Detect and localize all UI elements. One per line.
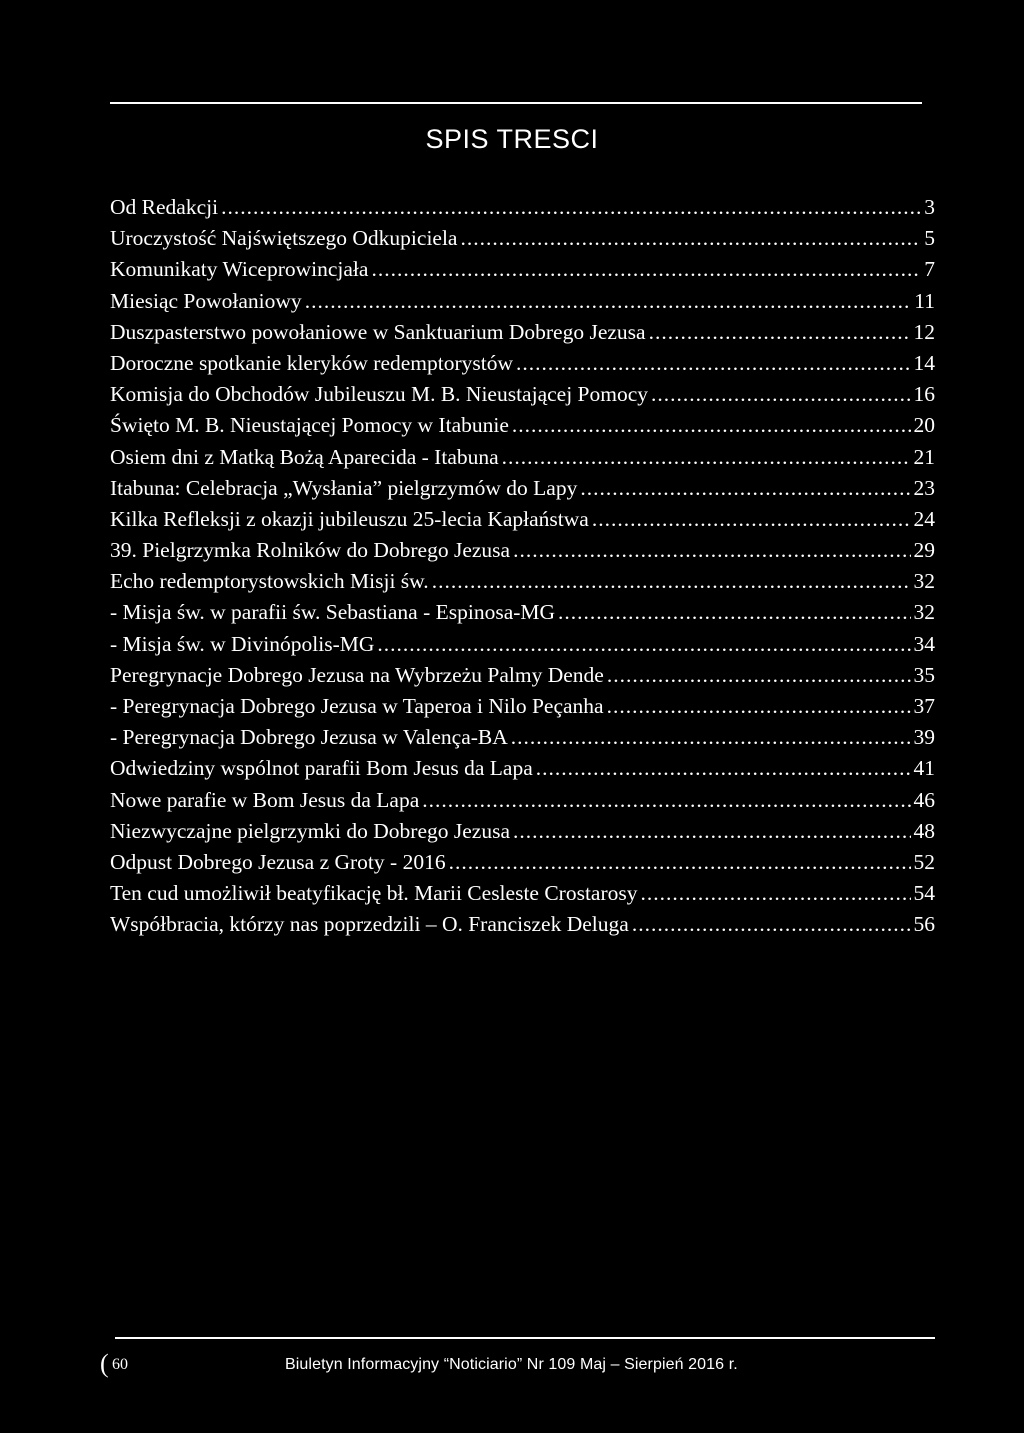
toc-entry-title: - Peregrynacja Dobrego Jezusa w Valença-BA [110, 725, 508, 750]
dot-leader [305, 286, 912, 317]
dot-leader [371, 254, 921, 285]
dot-leader [592, 504, 911, 535]
toc-entry-page: 35 [913, 662, 935, 687]
toc-entry-title: - Misja św. w parafii św. Sebastiana - Espinosa-MG [110, 600, 556, 625]
toc-entry-title: Itabuna: Celebracja „Wysłania” pielgrzymów do Lapy [110, 475, 578, 500]
toc-entry-page: 20 [913, 413, 935, 438]
dot-leader [432, 566, 911, 597]
toc-entry-page: 5 [924, 226, 935, 251]
dot-leader [513, 535, 910, 566]
toc-entry [110, 660, 935, 691]
dot-leader [649, 317, 911, 348]
dot-leader [651, 379, 910, 410]
dot-leader [513, 816, 911, 847]
toc-entry-page: 3 [924, 195, 935, 219]
toc-entry-title: Doroczne spotkanie kleryków redemptorystów [110, 350, 514, 375]
toc-entry-title: - Peregrynacja Dobrego Jezusa w Taperoa i Nilo Peçanha [110, 694, 604, 718]
table-of-contents [110, 192, 935, 941]
toc-entry [110, 286, 935, 317]
toc-entry-page: 29 [913, 538, 935, 563]
toc-entry-title: Nowe parafie w Bom Jesus da Lapa [110, 787, 420, 812]
toc-entry-page: 32 [913, 569, 935, 594]
toc-entry [110, 535, 935, 566]
toc-entry-page: 32 [913, 600, 935, 625]
toc-entry-title: Miesiąc Powołaniowy [110, 288, 302, 313]
toc-entry [110, 223, 935, 254]
toc-entry [110, 878, 935, 909]
toc-entry-page: 7 [924, 257, 935, 282]
toc-entry-page: 46 [913, 787, 935, 812]
toc-entry-page: 11 [914, 288, 935, 313]
toc-entry-page: 56 [913, 912, 935, 937]
toc-entry [110, 504, 935, 535]
publication-title: Biuletyn Informacyjny “Noticiario” Nr 109 Maj – Sierpień 2016 r. [285, 1356, 738, 1373]
dot-leader [516, 348, 910, 379]
toc-entry-title: Kilka Refleksji z okazji jubileuszu 25-lecia Kapłaństwa [110, 506, 589, 531]
toc-entry [110, 254, 935, 285]
toc-entry [110, 847, 935, 878]
toc-entry-title: 39. Pielgrzymka Rolników do Dobrego Jezusa [110, 538, 511, 563]
footer-rule [115, 1337, 935, 1339]
page-title: SPIS TRESCI [425, 124, 599, 154]
toc-entry-title: Ten cud umożliwił beatyfikację bł. Marii Cesleste Crostarosy [110, 881, 638, 906]
toc-entry-page: 24 [913, 506, 935, 531]
toc-entry-page: 54 [913, 881, 935, 906]
toc-entry [110, 348, 935, 379]
toc-entry-title: Uroczystość Najświętszego Odkupiciela [110, 226, 458, 251]
dot-leader [502, 442, 911, 473]
toc-entry-title: Święto M. B. Nieustającej Pomocy w Itabunie [110, 413, 509, 438]
toc-entry-title: Echo redemptorystowskich Misji św. [110, 569, 429, 594]
dot-leader [460, 223, 921, 254]
toc-entry-page: 14 [913, 350, 935, 375]
dot-leader [558, 597, 910, 628]
toc-entry-page: 52 [913, 849, 935, 874]
toc-entry-page: 16 [913, 382, 935, 407]
toc-entry [110, 442, 935, 473]
toc-entry-page: 39 [913, 725, 935, 750]
toc-entry-page: 37 [913, 694, 935, 718]
toc-entry [110, 192, 935, 223]
toc-entry [110, 691, 935, 722]
dot-leader [449, 847, 911, 878]
dot-leader [422, 785, 910, 816]
toc-entry-title: Komisja do Obchodów Jubileuszu M. B. Nieustającej Pomocy [110, 382, 649, 407]
toc-entry-title: Współbracia, którzy nas poprzedzili – O. Franciszek Deluga [110, 912, 629, 937]
dot-leader [221, 192, 921, 223]
toc-entry-title: Osiem dni z Matką Bożą Aparecida - Itabuna [110, 444, 499, 469]
toc-entry-page: 23 [913, 475, 935, 500]
toc-entry [110, 785, 935, 816]
dot-leader [377, 629, 910, 660]
dot-leader [511, 722, 911, 753]
toc-entry [110, 379, 935, 410]
toc-entry [110, 816, 935, 847]
toc-entry [110, 317, 935, 348]
page-footer [100, 1350, 935, 1380]
toc-entry [110, 629, 935, 660]
toc-entry [110, 909, 935, 940]
toc-entry [110, 597, 935, 628]
toc-entry-title: Peregrynacje Dobrego Jezusa na Wybrzeżu Palmy Dende [110, 662, 604, 687]
toc-entry [110, 722, 935, 753]
dot-leader [536, 753, 911, 784]
toc-entry-title: Duszpasterstwo powołaniowe w Sanktuarium Dobrego Jezusa [110, 319, 646, 344]
toc-entry-title: Niezwyczajne pielgrzymki do Dobrego Jezusa [110, 818, 510, 843]
toc-entry-page: 48 [913, 818, 935, 843]
toc-entry-page: 41 [913, 756, 935, 781]
toc-entry-title: Od Redakcji [110, 195, 219, 219]
toc-entry [110, 410, 935, 441]
footer-bracket-icon: ( [100, 1349, 109, 1378]
toc-entry-page: 21 [913, 444, 935, 469]
toc-entry [110, 566, 935, 597]
dot-leader [580, 473, 910, 504]
toc-entry-title: Odpust Dobrego Jezusa z Groty - 2016 [110, 849, 446, 874]
top-rule [110, 102, 922, 104]
toc-entry [110, 473, 935, 504]
dot-leader [512, 410, 911, 441]
toc-entry-page: 34 [913, 631, 935, 656]
toc-entry-title: - Misja św. w Divinópolis-MG [110, 631, 375, 656]
page-number: 60 [112, 1356, 128, 1373]
toc-entry-title: Odwiedziny wspólnot parafii Bom Jesus da Lapa [110, 756, 533, 781]
toc-entry-page: 12 [913, 319, 935, 344]
dot-leader [607, 660, 911, 691]
dot-leader [607, 691, 911, 722]
dot-leader [632, 909, 911, 940]
toc-entry-title: Komunikaty Wiceprowincjała [110, 257, 369, 282]
toc-entry [110, 753, 935, 784]
dot-leader [641, 878, 911, 909]
